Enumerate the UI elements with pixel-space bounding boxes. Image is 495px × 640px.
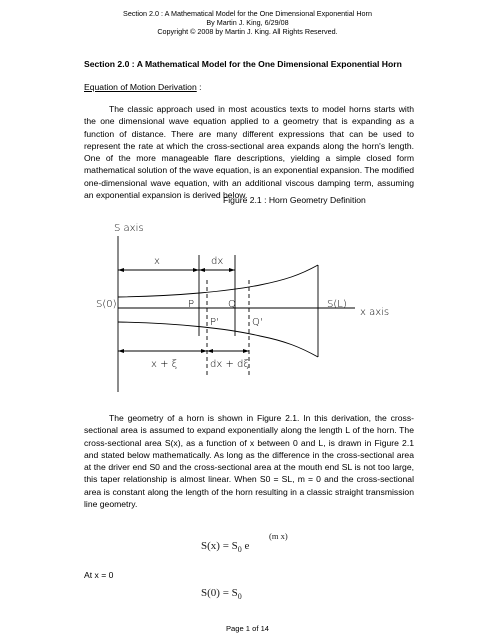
xxi-arrow-left bbox=[118, 349, 124, 353]
eq2-lhs: S(0) = S bbox=[201, 587, 238, 599]
s-axis-label: S axis bbox=[114, 223, 144, 234]
header-line-2: By Martin J. King, 6/29/08 bbox=[206, 18, 289, 27]
dx-plus-dxi-label: dx + dξ bbox=[210, 359, 249, 370]
subheading-suffix: : bbox=[196, 82, 202, 92]
sl-label: S(L) bbox=[327, 299, 347, 310]
equation-area-function bbox=[201, 531, 288, 554]
x-label: x bbox=[154, 256, 160, 267]
dx-dim-arrow-left bbox=[199, 268, 205, 272]
p-prime-label: P' bbox=[210, 317, 219, 328]
q-label: Q bbox=[228, 299, 236, 310]
dxdxi-arrow-left bbox=[207, 349, 213, 353]
dx-dim-arrow-right bbox=[229, 268, 235, 272]
x-dim-arrow-left bbox=[118, 268, 124, 272]
x-axis-label: x axis bbox=[360, 307, 390, 318]
eq1-exponent: (m x) bbox=[269, 531, 288, 541]
x-plus-xi-label: x + ξ bbox=[151, 359, 178, 370]
eq1-base: e bbox=[244, 540, 250, 552]
xxi-arrow-right bbox=[201, 349, 207, 353]
s0-label: S(0) bbox=[96, 299, 117, 310]
x-dim-arrow-right bbox=[193, 268, 199, 272]
subheading-text: Equation of Motion Derivation bbox=[84, 82, 197, 92]
page-footer: Page 1 of 14 bbox=[225, 624, 270, 633]
eq2-subscript: 0 bbox=[237, 592, 242, 601]
figure-caption: Figure 2.1 : Horn Geometry Definition bbox=[223, 195, 366, 205]
paragraph-geometry: The geometry of a horn is shown in Figure 2.1. In this derivation, the cross-sectional area is assumed to expand exponentially along the length L of the horn. The cross-sectional area S(x), as a function of x between 0 and L, is drawn in Figure 2.1 and stated below mathematically. As long as the difference in the cross-sectional area at the driver end S0 and the cross-sectional area at the mouth end SL is not too large, this taper relationship is almost linear. When S0 = SL, m = 0 and the cross-sectional area is constant along the length of the horn resulting in a classic straight transmission line geometry. bbox=[84, 413, 414, 510]
header-line-3: Copyright © 2008 by Martin J. King. All Rights Reserved. bbox=[157, 27, 338, 36]
header-line-1: Section 2.0 : A Mathematical Model for the One Dimensional Exponential Horn bbox=[123, 9, 372, 18]
eq1-subscript: 0 bbox=[237, 545, 242, 554]
section-title: Section 2.0 : A Mathematical Model for the One Dimensional Exponential Horn bbox=[84, 59, 402, 69]
q-prime-label: Q' bbox=[252, 317, 263, 328]
equation-area-at-zero bbox=[201, 587, 242, 599]
dxdxi-arrow-right bbox=[243, 349, 249, 353]
eq1-lhs: S(x) = S bbox=[201, 540, 238, 552]
paragraph-intro: The classic approach used in most acoustics texts to model horns starts with the one dimensional wave equation applied to a geometry that is expanding as a function of distance. There are many different expressions that can be used to represent the rate at which the cross-sectional area expands along the horn's length. One of the more manageable flare descriptions, yielding a simple closed form mathematical solution of the wave equation, is an exponential expansion. The modified one-dimensional wave equation, with an additional viscous damping term, assuming an exponential expansion is derived below. bbox=[84, 104, 414, 201]
at-x-zero-label: At x = 0 bbox=[84, 570, 114, 580]
p-label: P bbox=[188, 299, 195, 310]
dx-label: dx bbox=[211, 256, 224, 267]
